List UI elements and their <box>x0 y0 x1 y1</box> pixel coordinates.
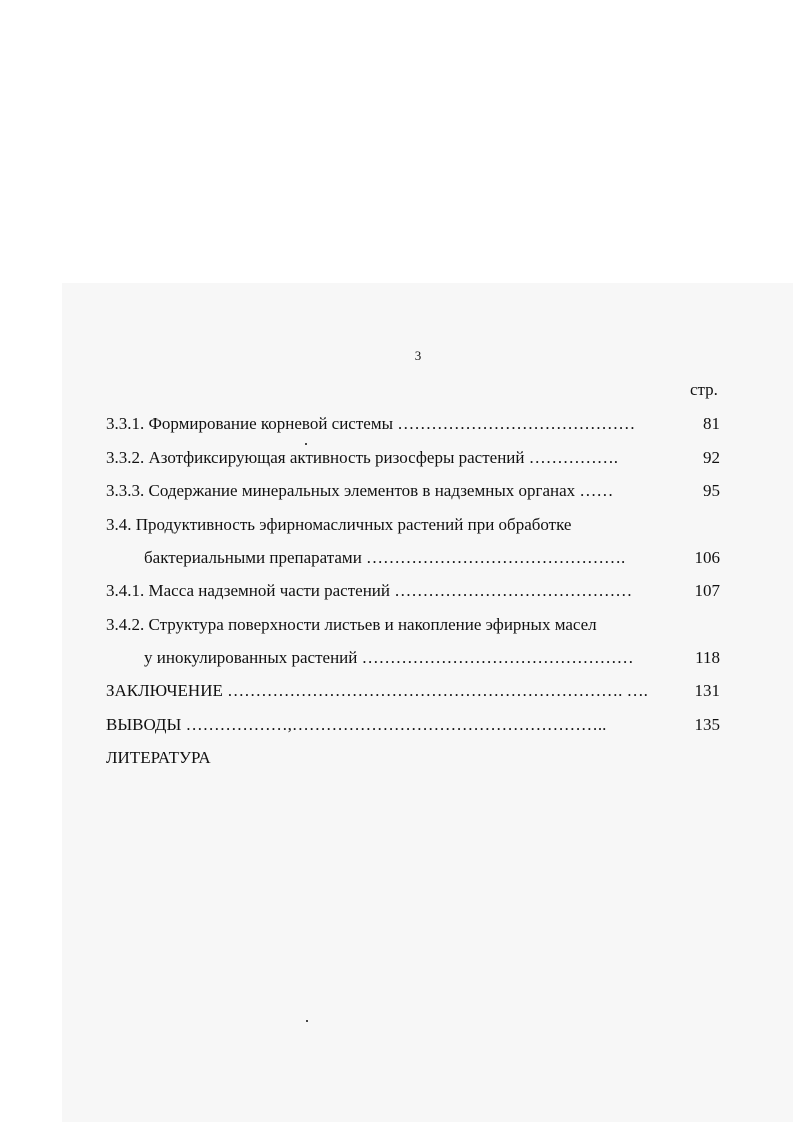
toc-entry-title: ЗАКЛЮЧЕНИЕ ……………………………………………………………. …. <box>106 681 648 700</box>
toc-entry-3-4-1 <box>106 581 720 605</box>
toc-entry-page: 135 <box>694 715 720 734</box>
page-column-header: стр. <box>690 380 718 399</box>
toc-entry-page: 131 <box>694 681 720 700</box>
toc-entry-3-3-3 <box>106 481 720 505</box>
scan-speck <box>305 443 307 445</box>
toc-entry-title: у инокулированных растений ………………………………………… <box>144 648 634 667</box>
toc-entry-conclusion <box>106 681 720 705</box>
scan-speck <box>306 1020 308 1022</box>
toc-entry-title: 3.4. Продуктивность эфирномасличных растений при обработке <box>106 515 572 534</box>
toc-entry-title: 3.4.2. Структура поверхности листьев и накопление эфирных масел <box>106 615 597 634</box>
toc-entry-3-4 <box>106 515 720 539</box>
toc-entry-page: 106 <box>694 548 720 567</box>
toc-entry-title: бактериальными препаратами ………………………………………. <box>144 548 626 567</box>
toc-entry-findings <box>106 715 720 739</box>
toc-entry-3-3-1 <box>106 414 720 438</box>
toc-entry-title: 3.3.1. Формирование корневой системы …………………………………… <box>106 414 636 433</box>
toc-entry-3-4-2-cont <box>106 648 720 672</box>
toc-entry-page: 95 <box>703 481 720 500</box>
toc-entry-3-3-2 <box>106 448 720 472</box>
toc-entry-3-4-cont <box>106 548 720 572</box>
toc-entry-3-4-2 <box>106 615 720 639</box>
toc-entry-page: 118 <box>695 648 720 667</box>
toc-entry-title: ВЫВОДЫ ………………,……………………………………………….. <box>106 715 607 734</box>
toc-entry-page: 81 <box>703 414 720 433</box>
toc-entry-title: ЛИТЕРАТУРА <box>106 748 211 767</box>
toc-entry-title: 3.4.1. Масса надземной части растений …………………………………… <box>106 581 633 600</box>
toc-entry-page: 107 <box>694 581 720 600</box>
toc-entry-title: 3.3.3. Содержание минеральных элементов в надземных органах …… <box>106 481 614 500</box>
toc-entry-literature <box>106 748 720 772</box>
page-number: 3 <box>414 348 422 363</box>
toc-entry-page: 92 <box>703 448 720 467</box>
toc-entry-title: 3.3.2. Азотфиксирующая активность ризосферы растений ……………. <box>106 448 618 467</box>
